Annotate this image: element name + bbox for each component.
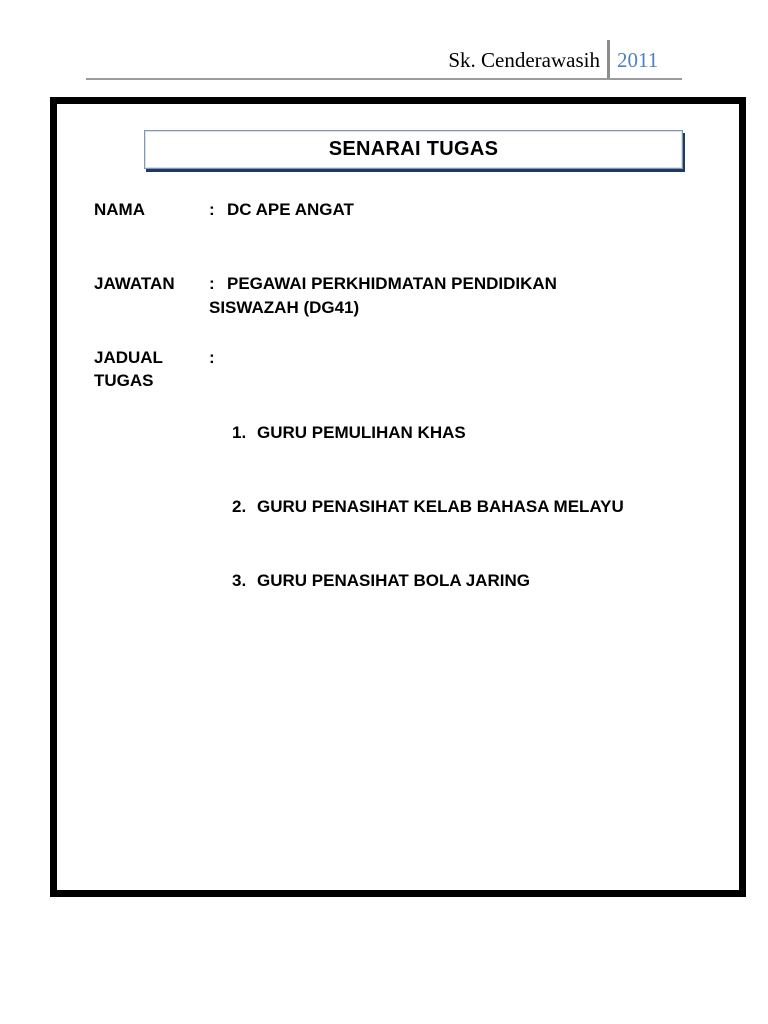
jawatan-colon: : [209, 274, 215, 293]
header-divider [607, 40, 610, 78]
nama-value: DC APE ANGAT [227, 200, 354, 219]
task-number: 3. [232, 571, 247, 590]
jadual-label-line1: JADUAL [94, 348, 163, 367]
nama-label: NAMA [94, 200, 145, 219]
task-text: GURU PENASIHAT KELAB BAHASA MELAYU [257, 497, 624, 516]
document-title: SENARAI TUGAS [144, 130, 683, 169]
header-school-name: Sk. Cenderawasih [448, 48, 600, 72]
task-text: GURU PENASIHAT BOLA JARING [257, 571, 530, 590]
jawatan-label: JAWATAN [94, 274, 175, 293]
jadual-colon: : [209, 348, 215, 367]
task-text: GURU PEMULIHAN KHAS [257, 423, 466, 442]
task-number: 2. [232, 497, 247, 516]
jawatan-value-line1: PEGAWAI PERKHIDMATAN PENDIDIKAN [227, 274, 557, 293]
task-number: 1. [232, 423, 247, 442]
jawatan-value-line2: SISWAZAH (DG41) [209, 298, 360, 317]
header-year: 2011 [617, 48, 659, 72]
jadual-label-line2: TUGAS [94, 371, 154, 390]
nama-colon: : [209, 200, 215, 219]
page-header [86, 40, 682, 80]
